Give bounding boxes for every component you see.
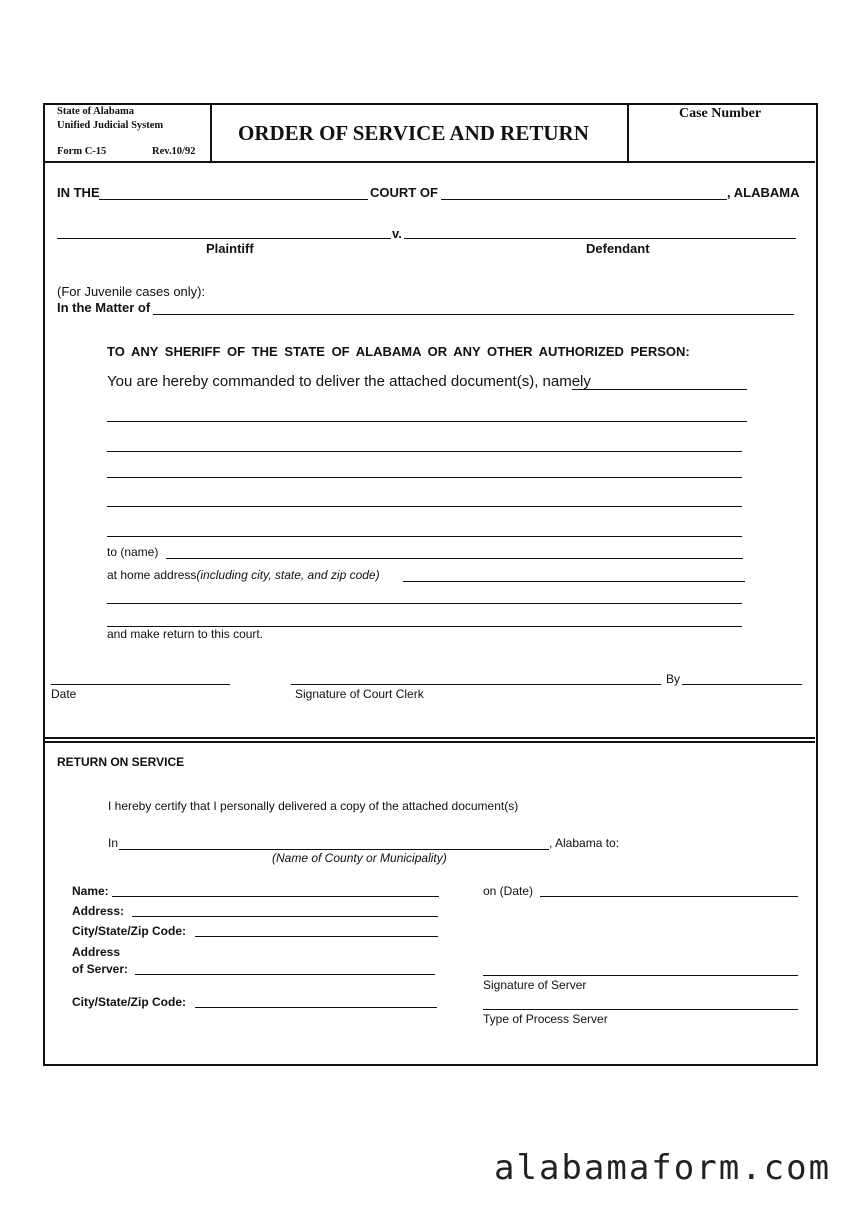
commanded-text: You are hereby commanded to deliver the attached document(s), namely [107, 373, 591, 390]
address-of-server-label-1: Address [72, 945, 121, 959]
in-label: In [108, 836, 119, 850]
clerk-signature-field[interactable] [291, 684, 661, 685]
documents-field[interactable] [572, 389, 747, 390]
process-server-type-field[interactable] [483, 1009, 798, 1010]
certify-text: I hereby certify that I personally delivered a copy of the attached document(s) [108, 799, 519, 813]
plaintiff-label: Plaintiff [206, 241, 254, 256]
documents-line-2[interactable] [107, 421, 747, 422]
by-label: By [666, 672, 681, 686]
to-sheriff-heading: TO ANY SHERIFF OF THE STATE OF ALABAMA OR ANY OTHER AUTHORIZED PERSON: [107, 344, 690, 359]
to-name-label: to (name) [107, 545, 159, 559]
home-address-label [107, 568, 380, 582]
defendant-field[interactable] [404, 238, 796, 239]
served-name-field[interactable] [112, 896, 439, 897]
form-number: Form C-15 [57, 146, 107, 157]
city-state-zip-label-2: City/State/Zip Code: [72, 995, 187, 1009]
court-type-field[interactable] [99, 199, 368, 200]
server-signature-label: Signature of Server [483, 978, 587, 992]
matter-of-field[interactable] [153, 314, 794, 315]
server-address-field[interactable] [135, 974, 435, 975]
home-address-field[interactable] [403, 581, 745, 582]
page-title: ORDER OF SERVICE AND RETURN [238, 121, 589, 145]
date-label: Date [51, 687, 77, 701]
documents-line-5[interactable] [107, 506, 742, 507]
versus-label: v. [392, 226, 402, 241]
return-heading: RETURN ON SERVICE [57, 755, 185, 769]
process-server-type-label: Type of Process Server [483, 1012, 608, 1026]
section-divider-top [45, 737, 815, 739]
address-of-server-label-2: of Server: [72, 962, 129, 976]
alabama-to-label: , Alabama to: [549, 836, 620, 850]
header-divider-right [627, 104, 629, 162]
court-location-field[interactable] [441, 199, 727, 200]
date-field[interactable] [51, 684, 230, 685]
clerk-signature-label: Signature of Court Clerk [295, 687, 424, 701]
home-address-hint: (including city, state, and zip code) [196, 568, 380, 582]
name-label: Name: [72, 884, 109, 898]
court-of-label: COURT OF [370, 185, 438, 200]
server-city-state-zip-field[interactable] [195, 1007, 437, 1008]
make-return-text: and make return to this court. [107, 627, 264, 641]
system-label: Unified Judicial System [57, 120, 164, 131]
served-address-field[interactable] [132, 916, 438, 917]
address-label: Address: [72, 904, 125, 918]
county-field[interactable] [119, 849, 549, 850]
county-hint: (Name of County or Municipality) [272, 851, 447, 865]
section-divider-bottom [45, 741, 815, 743]
in-the-label: IN THE [57, 185, 100, 200]
case-number-field[interactable] [632, 125, 810, 157]
revision-label: Rev.10/92 [152, 146, 196, 157]
header-bottom-rule [45, 161, 815, 163]
documents-line-3[interactable] [107, 451, 742, 452]
site-watermark: alabamaform.com [494, 1148, 832, 1188]
home-address-line-2[interactable] [107, 603, 742, 604]
documents-line-6[interactable] [107, 536, 742, 537]
served-city-state-zip-field[interactable] [195, 936, 438, 937]
service-date-field[interactable] [540, 896, 798, 897]
juvenile-note: (For Juvenile cases only): [57, 284, 206, 299]
defendant-label: Defendant [586, 241, 650, 256]
on-date-label: on (Date) [483, 884, 534, 898]
in-matter-of-label: In the Matter of [57, 300, 151, 315]
form-frame [43, 103, 818, 1066]
server-signature-field[interactable] [483, 975, 798, 976]
city-state-zip-label: City/State/Zip Code: [72, 924, 187, 938]
header-divider-left [210, 104, 212, 162]
state-label: State of Alabama [57, 106, 134, 117]
alabama-label: , ALABAMA [727, 185, 800, 200]
case-number-label: Case Number [679, 106, 762, 121]
plaintiff-field[interactable] [57, 238, 391, 239]
documents-line-4[interactable] [107, 477, 742, 478]
by-field[interactable] [682, 684, 802, 685]
recipient-name-field[interactable] [166, 558, 743, 559]
home-address-prefix: at home address [107, 568, 197, 582]
